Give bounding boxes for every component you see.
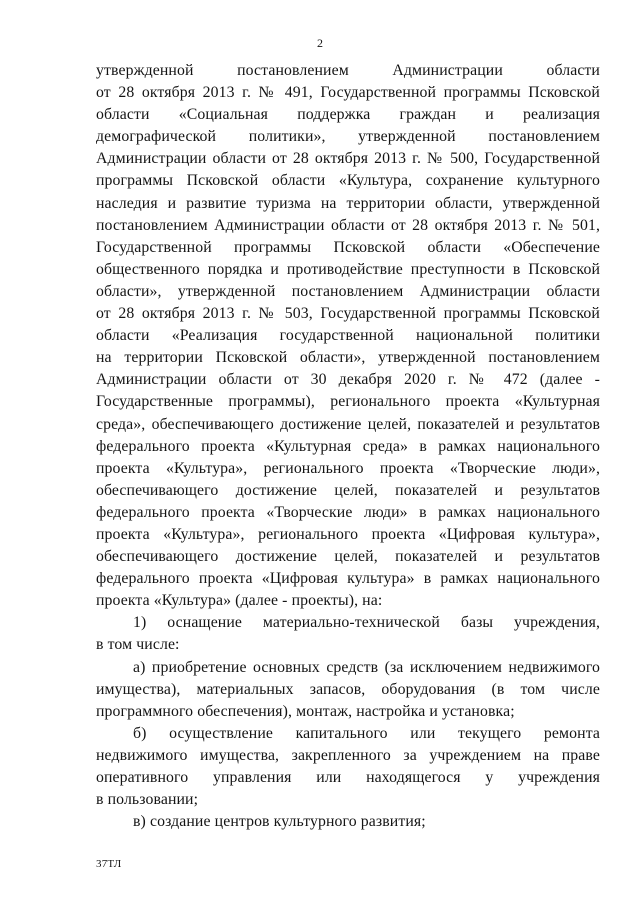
text-line: среда», обеспечивающего достижение целей, показателей и результатов [96,415,600,433]
text-line: наследия и развитие туризма на территории области, утвержденной [96,194,600,212]
text-line: обеспечивающего достижение целей, показателей и результатов [96,548,600,566]
text-line: на территории Псковской области», утвержденной постановлением [96,349,600,367]
text-line: Администрации области от 28 октября 2013 г. № 500, Государственной [96,150,600,168]
text-line: 1) оснащение материально-технической базы учреждения, [133,614,600,632]
text-line: утвержденной постановлением Администрации области [96,62,600,79]
document-body [96,60,600,833]
text-line: Администрации области от 30 декабря 2020 г. № 472 (далее - [96,371,600,389]
text-line: демографической политики», утвержденной постановлением [96,128,600,146]
text-line: Государственные программы), регионального проекта «Культурная [96,393,600,411]
text-line: в) создание центров культурного развития; [133,813,426,831]
text-line: федерального проекта «Культурная среда» в рамках национального [96,437,600,455]
text-line: от 28 октября 2013 г. № 491, Государственной программы Псковской [96,84,600,102]
text-line: области «Реализация государственной национальной политики [96,327,600,345]
text-line: в пользовании; [96,791,199,809]
text-line: Государственной программы Псковской области «Обеспечение [96,238,600,256]
text-line: общественного порядка и противодействие преступности в Псковской [96,260,600,278]
text-line: программного обеспечения), монтаж, настройка и установка; [96,702,515,720]
text-line: проекта «Культура», регионального проекта «Цифровая культура», [96,525,600,543]
page-number: 2 [317,36,323,50]
text-line: проекта «Культура» (далее - проекты), на: [96,592,383,610]
text-line: постановлением Администрации области от 28 октября 2013 г. № 501, [96,216,600,234]
text-line: проекта «Культура», регионального проекта «Творческие люди», [96,459,600,477]
text-line: программы Псковской области «Культура, сохранение культурного [96,172,600,190]
text-line: федерального проекта «Цифровая культура» в рамках национального [96,570,600,588]
text-line: области «Социальная поддержка граждан и реализация [96,106,600,124]
text-line: в том числе: [96,636,180,654]
text-line: имущества), материальных запасов, оборудования (в том числе [96,680,600,698]
text-line: обеспечивающего достижение целей, показателей и результатов [96,481,600,499]
text-line: от 28 октября 2013 г. № 503, Государственной программы Псковской [96,305,600,323]
text-line: недвижимого имущества, закрепленного за учреждением на праве [96,746,600,764]
footer-code: 37ТЛ [96,858,122,870]
text-line: оперативного управления или находящегося у учреждения [96,769,600,786]
text-line: а) приобретение основных средств (за исключением недвижимого [133,658,600,676]
text-line: б) осуществление капитального или текущего ремонта [133,724,600,742]
text-line: области», утвержденной постановлением Администрации области [96,282,600,300]
text-line: федерального проекта «Творческие люди» в рамках национального [96,503,600,521]
